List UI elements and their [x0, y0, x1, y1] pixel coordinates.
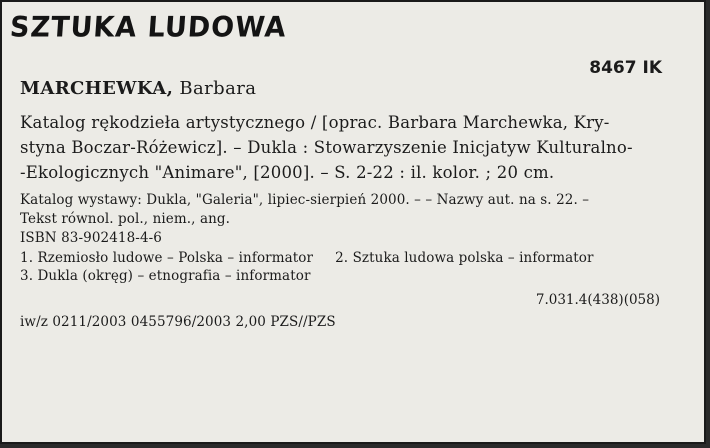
description-line-1: Katalog rękodzieła artystycznego / [oprac. Barbara Marchewka, Kry-: [20, 113, 610, 132]
author-surname: MARCHEWKA,: [20, 78, 174, 99]
subject-line-1: [20, 250, 594, 266]
classification-number: 7.031.4(438)(058): [535, 292, 660, 308]
isbn: ISBN 83-902418-4-6: [20, 230, 162, 246]
note-line-2: Tekst równol. pol., niem., ang.: [20, 211, 231, 227]
description-line-2: styna Boczar-Różewicz]. – Dukla : Stowarzyszenie Inicjatyw Kulturalno-: [20, 138, 633, 157]
handwritten-heading: SZTUKA LUDOWA: [8, 11, 288, 44]
call-number: 8467 IK: [589, 58, 662, 78]
subject-2: 2. Sztuka ludowa polska – informator: [335, 250, 594, 266]
description-line-3: -Ekologicznych "Animare", [2000]. – S. 2-22 : il. kolor. ; 20 cm.: [20, 163, 555, 182]
author-heading: [20, 78, 256, 99]
subject-1: 1. Rzemiosło ludowe – Polska – informator: [20, 250, 314, 266]
author-given-name: Barbara: [179, 78, 257, 99]
record-line: iw/z 0211/2003 0455796/2003 2,00 PZS//PZS: [20, 314, 336, 330]
note-line-1: Katalog wystawy: Dukla, "Galeria", lipiec-sierpień 2000. – – Nazwy aut. na s. 22. –: [20, 192, 590, 208]
subject-3: 3. Dukla (okręg) – etnografia – informator: [20, 268, 311, 284]
